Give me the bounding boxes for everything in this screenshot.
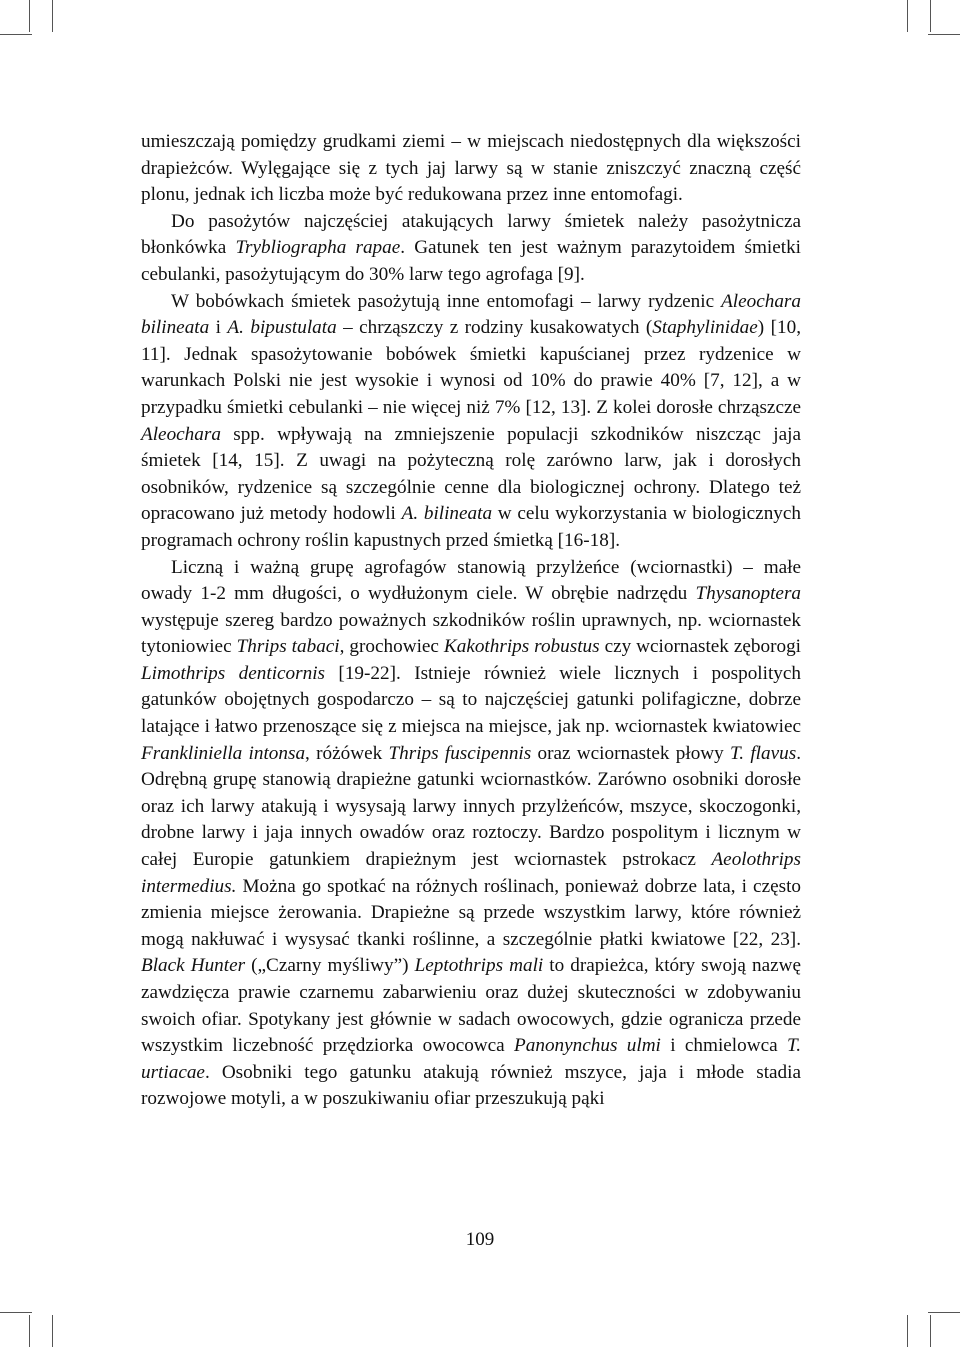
text-run: Można go spotkać na różnych roślinach, ponieważ dobrze lata, i często zmienia miejsce żerowania. Drapieżne są przede wszystkim larwy, które również mogą nakłuwać i wysysać tkanki roślinne, a szczególnie płatki kwiatowe [22, 23]. <box>141 875 801 950</box>
species-name: Limothrips denticornis <box>141 662 325 684</box>
crop-mark-bottom-right <box>928 1312 960 1313</box>
text-run: Liczną i ważną grupę agrofagów stanowią przylżeńce (wciornastki) – małe owady 1-2 mm długości, o wydłużonym ciele. W obrębie nadrzędu <box>141 556 801 605</box>
crop-mark-top-left <box>29 0 30 32</box>
text-run: spp. wpływają na zmniejszenie populacji szkodników niszcząc jaja śmietek [14, 15]. Z uwagi na pożyteczną rolę zarówno larw, jak i dorosłych osobników, rydzenice są szczególnie cenne dla biologicznej ochrony. Dlatego też opracowano już metody hodowli <box>141 423 801 525</box>
species-name: A. bilineata <box>401 503 493 525</box>
text-run: W bobówkach śmietek pasożytują inne entomofagi – larwy rydzenic <box>171 290 722 312</box>
species-name: Aleochara bilineata <box>141 290 801 339</box>
species-name: Panonynchus ulmi <box>514 1035 661 1057</box>
crop-mark-top-left <box>52 0 53 32</box>
species-name: Thrips fuscipennis <box>388 742 532 764</box>
text-run: [19-22]. Istnieje również wiele licznych i pospolitych gatunków obojętnych gospodarczo – są to najczęściej gatunki polifagiczne, dobrze latające i łatwo przenoszące się z miejsca na miejsce, jak np. wciornastek kwiatowiec <box>141 662 801 738</box>
text-run: . Gatunek ten jest ważnym parazytoidem śmietki cebulanki, pasożytującym do 30% larw tego agrofaga [9]. <box>141 237 801 285</box>
text-run: Do pasożytów najczęściej atakujących larwy śmietek należy pasożytnicza błonkówka <box>141 210 801 259</box>
text-run: umieszczają pomiędzy grudkami ziemi – w miejscach niedostępnych dla większości drapieżców. Wylęgające się z tych jaj larwy są w stanie zniszczyć znaczną część plonu, jednak ich liczba może być redukowana przez inne entomofagi. <box>141 131 801 206</box>
species-name: Trybliographa rapae <box>235 237 401 259</box>
crop-mark-top-left <box>0 34 32 35</box>
text-run: występuje szereg bardzo poważnych szkodników roślin uprawnych, np. wciornastek tytoniowiec <box>141 609 801 658</box>
text-run: . Osobniki tego gatunku atakują również mszyce, jaja i młode stadia rozwojowe motyli, a w poszukiwaniu ofiar przeszukują pąki <box>141 1061 801 1110</box>
text-run: i chmielowca <box>660 1035 787 1057</box>
crop-mark-bottom-left <box>52 1315 53 1347</box>
crop-mark-bottom-left <box>0 1312 32 1313</box>
crop-mark-bottom-left <box>29 1315 30 1347</box>
species-name: Staphylinidae <box>652 317 758 339</box>
text-run: oraz wciornastek płowy <box>531 742 731 764</box>
species-name: Kakothrips robustus <box>443 636 600 658</box>
text-run: („Czarny myśliwy”) <box>245 955 415 977</box>
species-name: Thysanoptera <box>695 583 801 605</box>
text-run: w celu wykorzystania w biologicznych programach ochrony roślin kapustnych przed śmietką [16-18]. <box>141 503 801 551</box>
paragraph-1 <box>141 129 801 209</box>
paragraph-2 <box>141 209 801 289</box>
species-name: Frankliniella intonsa <box>141 742 306 764</box>
body-text <box>141 129 801 1113</box>
text-run: ) [10, 11]. Jednak spasożytowanie bobówek śmietki kapuścianej przez rydzenice w warunkach Polski nie jest wysokie i wynosi od 10% do prawie 40% [7, 12], a w przypadku śmietki cebulanki – nie więcej niż 7% [12, 13]. Z kolei dorosłe chrząszcze <box>141 317 801 418</box>
text-run: . Odrębną grupę stanowią drapieżne gatunki wciornastków. Zarówno osobniki dorosłe oraz ich larwy atakują i wysysają larwy innych przylżeńców, mszyce, skoczogonki, drobne larwy i jaja innych owadów oraz roztoczy. Bardzo pospolitym i licznym w całej Europie gatunkiem drapieżnym jest wciornastek pstrokacz <box>141 742 801 871</box>
species-name: T. urtiacae <box>141 1035 802 1083</box>
text-run: i <box>209 317 228 339</box>
text-run: , grochowiec <box>339 636 444 658</box>
paragraph-4 <box>141 555 801 1113</box>
species-name: Aeolothrips intermedius. <box>141 849 801 897</box>
crop-mark-top-right <box>907 0 908 32</box>
paragraph-3 <box>141 289 801 555</box>
crop-mark-top-right <box>930 0 931 32</box>
species-name: Thrips tabaci <box>236 636 340 658</box>
crop-mark-bottom-right <box>907 1315 908 1347</box>
species-name: Leptothrips mali <box>414 955 544 977</box>
crop-mark-top-right <box>928 34 960 35</box>
species-name: Aleochara <box>141 423 221 445</box>
text-run: czy wciornastek zęborogi <box>599 636 801 658</box>
species-name: A. bipustulata <box>227 317 337 339</box>
crop-mark-bottom-right <box>930 1315 931 1347</box>
species-name: T. flavus <box>730 742 797 764</box>
text-run: , różówek <box>305 742 389 764</box>
species-name: Black Hunter <box>141 955 246 977</box>
text-run: – chrząszczy z rodziny kusakowatych ( <box>336 317 653 339</box>
page-number: 109 <box>465 1229 495 1250</box>
text-run: to drapieżca, który swoją nazwę zawdzięcza prawie czarnemu zabarwieniu oraz dużej skuteczności w zdobywaniu swoich ofiar. Spotykany jest głównie w sadach owocowych, gdzie ogranicza przede wszystkim liczebność przędziorka owocowca <box>141 955 801 1057</box>
